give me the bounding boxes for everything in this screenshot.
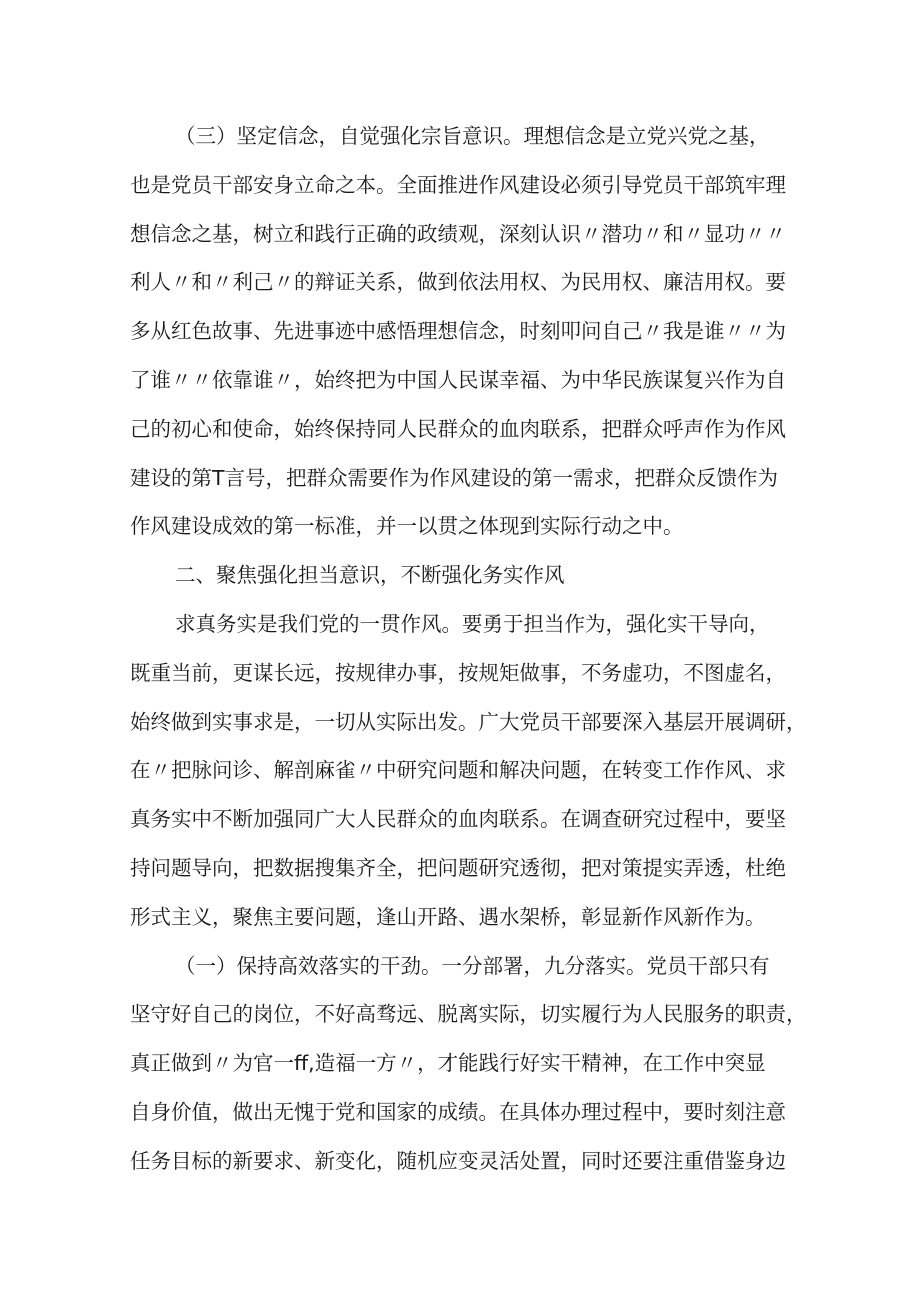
paragraph-efficient-implementation bbox=[130, 942, 807, 1186]
text-line: 作风建设成效的第一标准，并一以贯之体现到实际行动之中。 bbox=[130, 514, 684, 539]
document-body bbox=[130, 112, 807, 1186]
text-line: 任务目标的新要求、新变化，随机应变灵活处置，同时还要注重借鉴身边 bbox=[130, 1148, 786, 1173]
text-line: 在〃把脉问诊、解剖麻雀〃中研究问题和解决问题，在转变工作作风、求 bbox=[130, 758, 786, 783]
text-line: 既重当前，更谋长远，按规律办事，按规矩做事，不务虚功，不图虚名， bbox=[130, 660, 786, 685]
text-line: 坚守好自己的岗位，不好高骛远、脱离实际，切实履行为人民服务的职责， bbox=[130, 1002, 807, 1027]
paragraph-steadfast-belief bbox=[130, 112, 786, 551]
text-line: 持问题导向，把数据搜集齐全，把问题研究透彻，把对策提实弄透，杜绝 bbox=[130, 855, 786, 880]
paragraph-seek-truth bbox=[130, 600, 807, 942]
text-line: 多从红色故事、先进事迹中感悟理想信念，时刻叩问自己〃我是谁〃〃为 bbox=[130, 319, 786, 344]
text-line: 始终做到实事求是，一切从实际出发。广大党员干部要深入基层开展调研， bbox=[130, 709, 807, 734]
text-line: （三）坚定信念，自觉强化宗旨意识。理想信念是立党兴党之基， bbox=[175, 124, 770, 148]
text-line: 求真务实是我们党的一贯作风。要勇于担当作为，强化实干导向， bbox=[175, 611, 770, 636]
text-line: （一）保持高效落实的干劲。一分部署，九分落实。党员干部只有 bbox=[175, 953, 770, 978]
text-line: 建设的第T言号，把群众需要作为作风建设的第一需求，把群众反馈作为 bbox=[130, 465, 779, 490]
text-line: 己的初心和使命，始终保持同人民群众的血肉联系，把群众呼声作为作风 bbox=[130, 416, 786, 441]
section-heading-two bbox=[130, 551, 780, 600]
text-line: 也是党员干部安身立命之本。全面推进作风建设必须引导党员干部筑牢理 bbox=[130, 172, 786, 197]
text-line: 了谁〃〃依靠谁〃，始终把为中国人民谋幸福、为中华民族谋复兴作为自 bbox=[130, 367, 786, 392]
section-heading-text: 二、聚焦强化担当意识，不断强化务实作风 bbox=[175, 563, 565, 588]
text-line: 形式主义，聚焦主要问题，逢山开路、遇水架桥，彰显新作风新作为。 bbox=[130, 904, 766, 929]
text-line: 利人〃和〃利己〃的辩证关系，做到依法用权、为民用权、廉洁用权。要 bbox=[130, 270, 786, 295]
text-line: 真正做到〃为官一ff,造福一方〃，才能践行好实干精神，在工作中突显 bbox=[130, 1051, 766, 1076]
text-line: 真务实中不断加强同广大人民群众的血肉联系。在调查研究过程中，要坚 bbox=[130, 807, 786, 832]
text-line: 想信念之基，树立和践行正确的政绩观，深刻认识〃潜功〃和〃显功〃〃 bbox=[130, 221, 786, 246]
text-line: 自身价值，做出无愧于党和国家的成绩。在具体办理过程中，要时刻注意 bbox=[130, 1099, 786, 1124]
